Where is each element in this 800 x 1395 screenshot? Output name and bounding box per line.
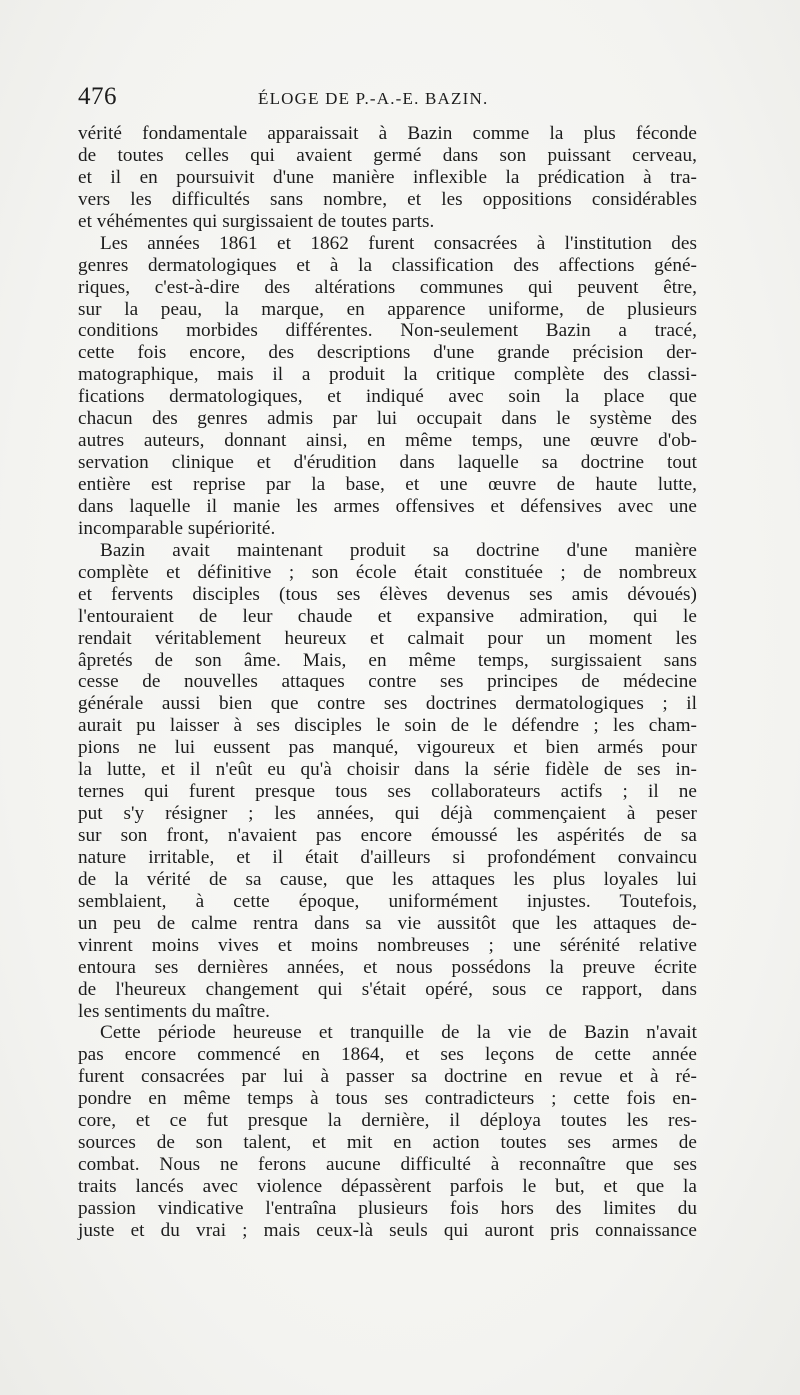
text-line: traits lancés avec violence dépassèrent parfois le but, et que la [78,1176,697,1197]
text-line: entoura ses dernières années, et nous possédons la preuve écrite [78,956,697,978]
text-line: riques, c'est-à-dire des altérations communes qui peuvent être, [78,276,697,298]
text-line: sur son front, n'avaient pas encore émoussé les aspérités de sa [78,825,697,846]
text-line: fications dermatologiques, et indiqué avec soin la place que [78,386,697,408]
text-line: genres dermatologiques et à la classification des affections géné- [78,254,697,276]
text-line: sur la peau, la marque, en apparence uniforme, de plusieurs [78,298,697,320]
text-line: vers les difficultés sans nombre, et les oppositions considérables [78,188,697,210]
text-line: complète et définitive ; son école était constituée ; de nombreux [78,561,697,583]
text-line: passion vindicative l'entraîna plusieurs fois hors des limites du [78,1197,697,1219]
text-line: un peu de calme rentra dans sa vie aussitôt que les attaques de- [78,912,697,934]
text-line: cesse de nouvelles attaques contre ses principes de médecine [78,671,697,693]
text-line: et véhémentes qui surgissaient de toutes parts. [78,210,435,232]
page-number: 476 [78,83,117,110]
text-line: ternes qui furent presque tous ses collaborateurs actifs ; il ne [78,781,697,803]
text-line: et il en poursuivit d'une manière inflexible la prédication à tra- [78,166,697,188]
text-line: l'entouraient de leur chaude et expansive admiration, qui le [78,605,697,627]
text-line: put s'y résigner ; les années, qui déjà commençaient à peser [78,803,697,825]
text-line: servation clinique et d'érudition dans laquelle sa doctrine tout [78,452,697,474]
text-line: les sentiments du maître. [78,1000,271,1022]
text-line: âpretés de son âme. Mais, en même temps, surgissaient sans [78,649,697,671]
paragraph-start-line: Les années 1861 et 1862 furent consacrées à l'institution des [100,232,697,254]
text-line: matographique, mais il a produit la critique complète des classi- [78,364,697,386]
text-line: de la vérité de sa cause, que les attaques les plus loyales lui [78,868,697,890]
text-line: pondre en même temps à tous ses contradicteurs ; cette fois en- [78,1088,697,1110]
text-line: générale aussi bien que contre ses doctrines dermatologiques ; il [78,693,697,715]
paragraph-start-line: Bazin avait maintenant produit sa doctrine d'une manière [100,539,697,561]
text-line: la lutte, et il n'eût eu qu'à choisir dans la série fidèle de ses in- [78,759,697,781]
text-line: furent consacrées par lui à passer sa doctrine en revue et à ré- [78,1066,697,1088]
text-line: de l'heureux changement qui s'était opéré, sous ce rapport, dans [78,978,697,1000]
running-head: ÉLOGE DE P.-A.-E. BAZIN. [258,89,489,108]
text-line: juste et du vrai ; mais ceux-là seuls qui auront pris connaissance [78,1219,697,1241]
text-line: de toutes celles qui avaient germé dans son puissant cerveau, [78,144,697,166]
text-line: dans laquelle il manie les armes offensives et défensives avec une [78,495,697,517]
text-line: entière est reprise par la base, et une œuvre de haute lutte, [78,474,697,495]
text-line: conditions morbides différentes. Non-seulement Bazin a tracé, [78,320,697,342]
text-line: incomparable supériorité. [78,517,276,539]
page-header [78,82,698,118]
text-line: vérité fondamentale apparaissait à Bazin comme la plus féconde [78,123,697,144]
text-line: pions ne lui eussent pas manqué, vigoureux et bien armés pour [78,737,697,759]
text-line: cette fois encore, des descriptions d'une grande précision der- [78,342,697,364]
text-line: rendait véritablement heureux et calmait pour un moment les [78,627,697,649]
body-text [78,123,697,1242]
text-line: nature irritable, et il était d'ailleurs si profondément convaincu [78,846,697,868]
text-line: core, et ce fut presque la dernière, il déploya toutes les res- [78,1110,697,1132]
text-line: combat. Nous ne ferons aucune difficulté à reconnaître que ses [78,1154,697,1176]
text-line: aurait pu laisser à ses disciples le soin de le défendre ; les cham- [78,715,697,737]
text-line: pas encore commencé en 1864, et ses leçons de cette année [78,1044,697,1066]
text-line: chacun des genres admis par lui occupait dans le système des [78,408,697,430]
text-line: autres auteurs, donnant ainsi, en même temps, une œuvre d'ob- [78,430,697,452]
paragraph-start-line: Cette période heureuse et tranquille de la vie de Bazin n'avait [100,1022,697,1044]
text-line: semblaient, à cette époque, uniformément injustes. Toutefois, [78,890,697,912]
text-line: et fervents disciples (tous ses élèves devenus ses amis dévoués) [78,583,697,605]
text-line: vinrent moins vives et moins nombreuses ; une sérénité relative [78,934,697,956]
text-line: sources de son talent, et mit en action toutes ses armes de [78,1132,697,1154]
